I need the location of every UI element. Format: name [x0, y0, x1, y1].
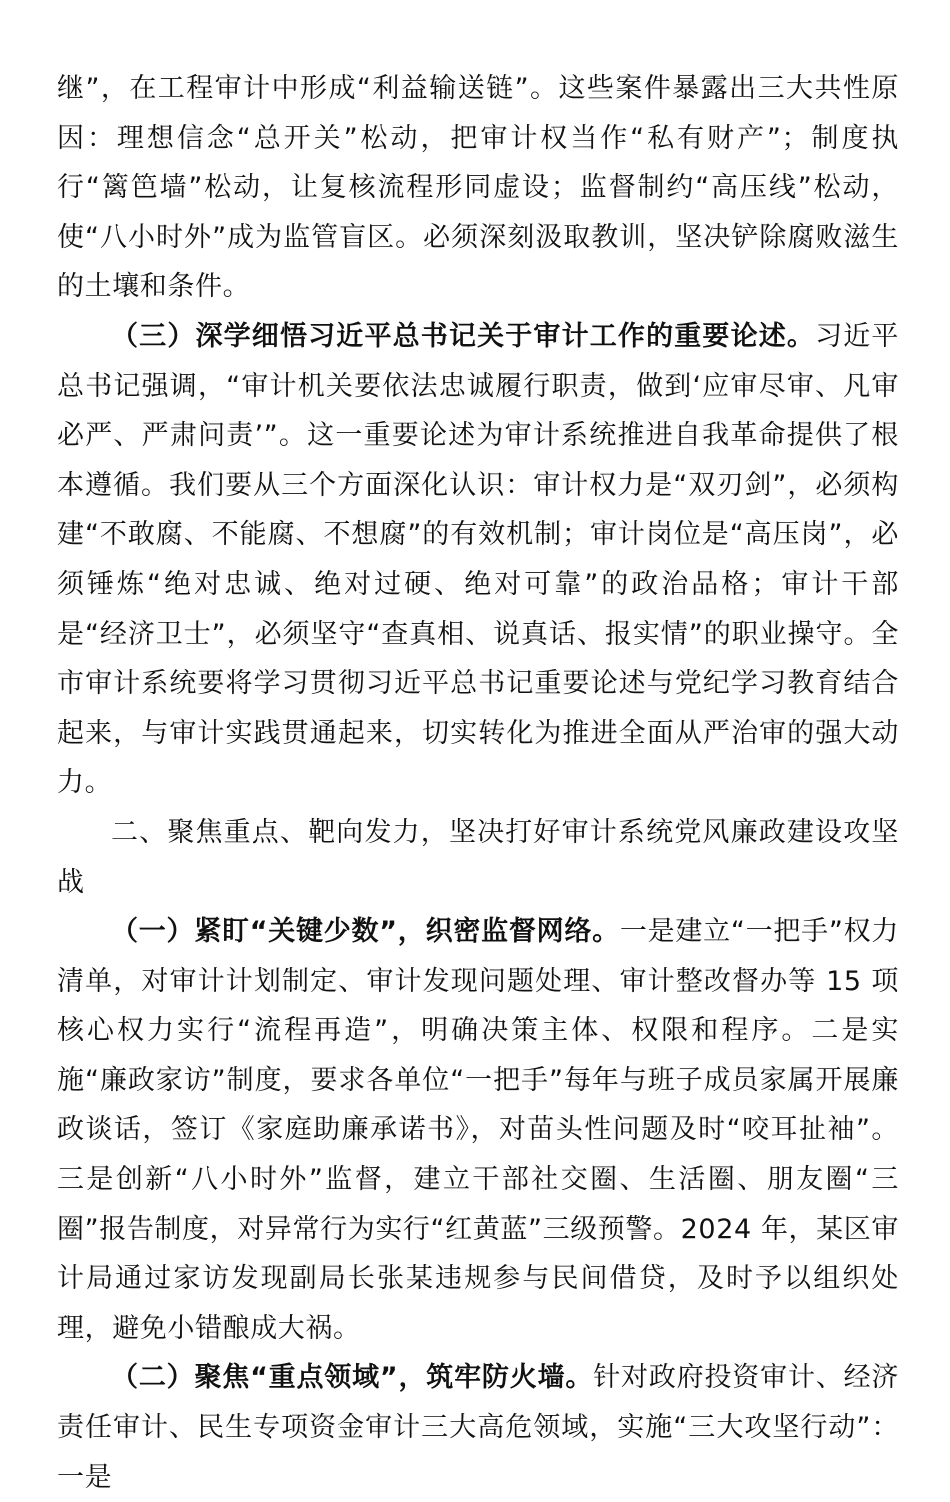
- chapter-heading-two: [57, 808, 899, 907]
- paragraph-text: 习近平总书记强调，“审计机关要依法忠诚履行职责，做到‘应审尽审、凡审必严、严肃问责’”。这一重要论述为审计系统推进自我革命提供了根本遵循。我们要从三个方面深化认识：审计权力是“双刃剑”，必须构建“不敢腐、不能腐、不想腐”的有效机制；审计岗位是“高压岗”，必须锤炼“绝对忠诚、绝对过硬、绝对可靠”的政治品格；审计干部是“经济卫士”，必须坚守“查真相、说真话、报实情”的职业操守。全市审计系统要将学习贯彻习近平总书记重要论述与党纪学习教育结合起来，与审计实践贯通起来，切实转化为推进全面从严治审的强大动力。: [57, 320, 899, 799]
- paragraph-text: 继”，在工程审计中形成“利益输送链”。这些案件暴露出三大共性原因：理想信念“总开关”松动，把审计权当作“私有财产”；制度执行“篱笆墙”松动，让复核流程形同虚设；监督制约“高压线”松动，使“八小时外”成为监管盲区。必须深刻汲取教训，坚决铲除腐败滋生的土壤和条件。: [57, 73, 899, 303]
- paragraph-case-causes: [57, 64, 899, 312]
- paragraph-text: 一是建立“一把手”权力清单，对审计计划制定、审计发现问题处理、审计整改督办等 15 项核心权力实行“流程再造”，明确决策主体、权限和程序。二是实施“廉政家访”制度，要求各单位“一把手”每年与班子成员家属开展廉政谈话，签订《家庭助廉承诺书》，对苗头性问题及时“咬耳扯袖”。三是创新“八小时外”监督，建立干部社交圈、生活圈、朋友圈“三圈”报告制度，对异常行为实行“红黄蓝”三级预警。2024 年，某区审计局通过家访发现副局长张某违规参与民间借贷，及时予以组织处理，避免小错酿成大祸。: [57, 916, 899, 1344]
- paragraph-subsection-one: [57, 907, 899, 1353]
- subsection-heading: （二）聚焦“重点领域”，筑牢防火墙。: [111, 1362, 594, 1394]
- paragraph-subsection-two: [57, 1353, 899, 1502]
- chapter-heading-text: 二、聚焦重点、靶向发力，坚决打好审计系统党风廉政建设攻坚战: [57, 816, 899, 898]
- subsection-heading: （一）紧盯“关键少数”，织密监督网络。: [111, 916, 620, 948]
- section-heading: （三）深学细悟习近平总书记关于审计工作的重要论述。: [111, 320, 816, 352]
- document-page: [57, 64, 899, 1502]
- paragraph-section-three: [57, 312, 899, 808]
- paragraph-text: 针对政府投资审计、经济责任审计、民生专项资金审计三大高危领域，实施“三大攻坚行动”：一是: [57, 1362, 899, 1493]
